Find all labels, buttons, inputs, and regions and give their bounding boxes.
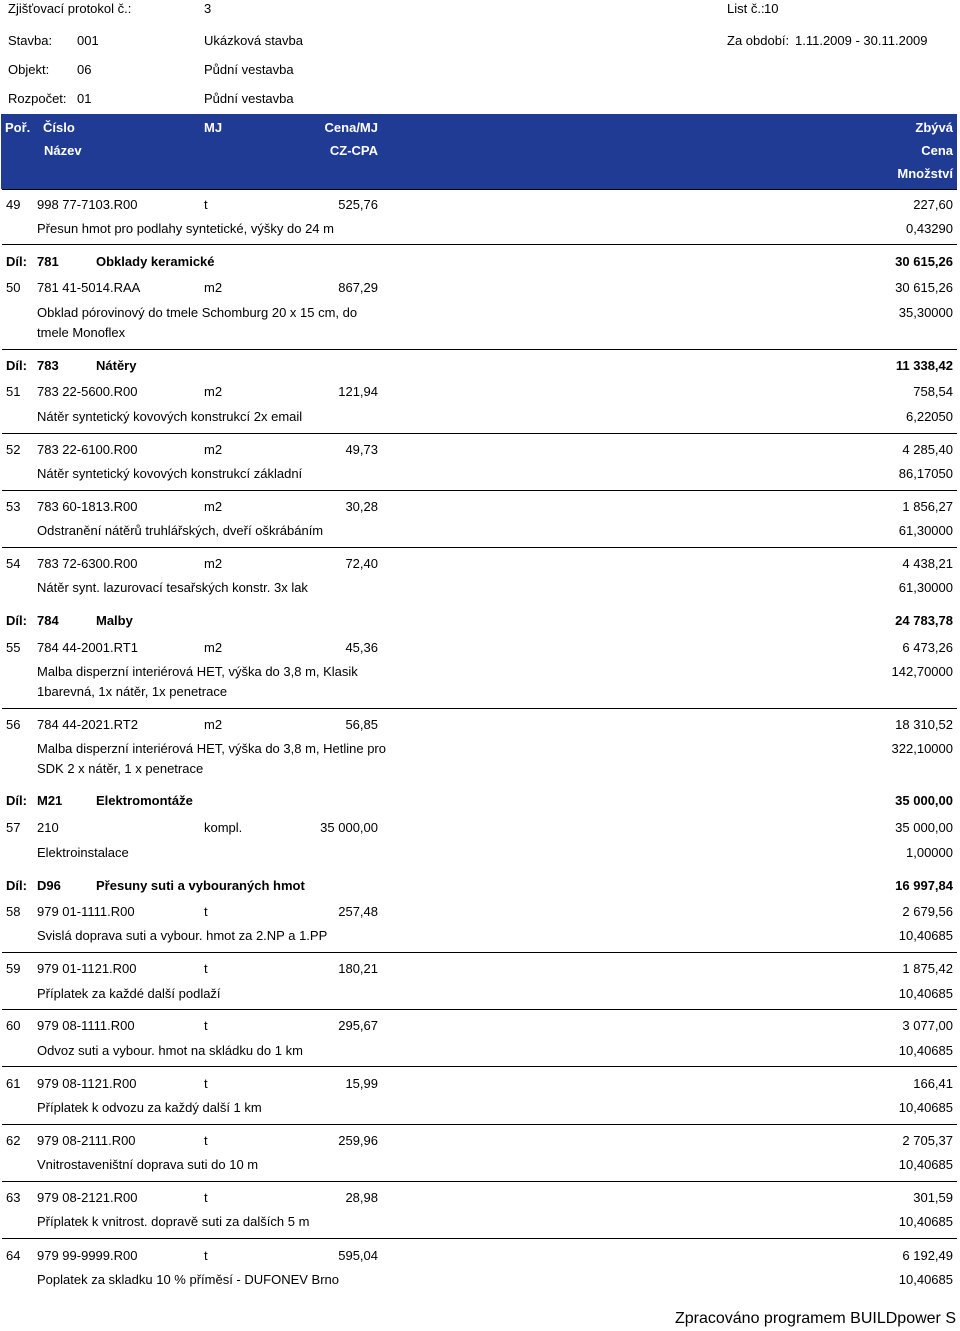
item-mnozstvi: 61,30000 <box>898 523 953 538</box>
item-mnozstvi: 10,40685 <box>898 928 953 943</box>
item-nazev: Příplatek za každé další podlaží <box>37 986 221 1001</box>
item-cena-mj: 257,48 <box>338 904 378 919</box>
sheet-number: 10 <box>764 1 779 16</box>
item-cislo: 979 08-2121.R00 <box>37 1190 138 1205</box>
item-cena: 3 077,00 <box>902 1018 953 1033</box>
item-mj: t <box>204 1190 208 1205</box>
dil-code: 783 <box>37 358 59 373</box>
header-rule <box>2 189 957 190</box>
item-mj: t <box>204 1248 208 1263</box>
item-mj: t <box>204 1133 208 1148</box>
col-mnozstvi: Množství <box>897 166 953 181</box>
item-mj: t <box>204 197 208 212</box>
item-cena: 35 000,00 <box>895 820 953 835</box>
row-rule <box>2 1066 957 1067</box>
item-cena: 18 310,52 <box>895 717 953 732</box>
row-rule <box>2 490 957 491</box>
rozpocet-name: Půdní vestavba <box>204 91 294 106</box>
item-cena: 4 285,40 <box>902 442 953 457</box>
item-mnozstvi: 61,30000 <box>898 580 953 595</box>
objekt-label: Objekt: <box>8 62 50 77</box>
dil-total: 11 338,42 <box>895 358 953 373</box>
dil-label: Díl: <box>6 254 27 269</box>
item-por: 50 <box>6 280 21 295</box>
row-rule <box>2 244 957 245</box>
item-cena-mj: 180,21 <box>338 961 378 976</box>
item-cena: 6 473,26 <box>902 640 953 655</box>
item-cena-mj: 49,73 <box>345 442 378 457</box>
item-nazev: Malba disperzní interiérová HET, výška do 3,8 m, Klasik <box>37 664 358 679</box>
col-czcpa: CZ-CPA <box>329 143 378 158</box>
item-nazev: Nátěr syntetický kovových konstrukcí 2x email <box>37 409 303 424</box>
dil-name: Obklady keramické <box>96 254 215 269</box>
item-cislo: 998 77-7103.R00 <box>37 197 138 212</box>
item-nazev: Nátěr syntetický kovových konstrukcí základní <box>37 466 303 481</box>
item-nazev: Příplatek k vnitrost. dopravě suti za dalších 5 m <box>37 1214 310 1229</box>
item-nazev: Příplatek k odvozu za každý další 1 km <box>37 1100 262 1115</box>
rozpocet-label: Rozpočet: <box>8 91 67 106</box>
item-nazev: Malba disperzní interiérová HET, výška do 3,8 m, Hetline pro <box>37 741 386 756</box>
item-mj: m2 <box>204 442 223 457</box>
item-por: 57 <box>6 820 21 835</box>
item-cislo: 979 01-1121.R00 <box>37 961 137 976</box>
item-cena-mj: 595,04 <box>338 1248 378 1263</box>
item-nazev: Elektroinstalace <box>37 845 129 860</box>
item-cena: 2 705,37 <box>902 1133 953 1148</box>
objekt-name: Půdní vestavba <box>204 62 294 77</box>
item-cena: 1 875,42 <box>902 961 953 976</box>
item-por: 64 <box>6 1248 21 1263</box>
item-cena-mj: 15,99 <box>345 1076 378 1091</box>
dil-code: D96 <box>37 878 61 893</box>
dil-total: 24 783,78 <box>895 613 953 628</box>
row-rule <box>2 952 957 953</box>
item-cislo: 979 08-1121.R00 <box>37 1076 137 1091</box>
item-nazev: Poplatek za skladku 10 % příměsí - DUFONEV Brno <box>37 1272 340 1287</box>
item-por: 53 <box>6 499 21 514</box>
dil-name: Nátěry <box>96 358 137 373</box>
item-cena: 301,59 <box>913 1190 953 1205</box>
item-cislo: 784 44-2021.RT2 <box>37 717 138 732</box>
dil-label: Díl: <box>6 358 27 373</box>
protocol-label: Zjišťovací protokol č.: <box>8 1 132 16</box>
period-label: Za období: <box>727 33 790 48</box>
item-cislo: 783 72-6300.R00 <box>37 556 138 571</box>
item-cena-mj: 259,96 <box>338 1133 378 1148</box>
item-cislo: 783 60-1813.R00 <box>37 499 138 514</box>
item-por: 63 <box>6 1190 21 1205</box>
item-cena-mj: 525,76 <box>338 197 378 212</box>
item-cena-mj: 35 000,00 <box>320 820 378 835</box>
item-mnozstvi: 10,40685 <box>898 1157 953 1172</box>
item-mnozstvi: 10,40685 <box>898 986 953 1001</box>
row-rule <box>2 1238 957 1239</box>
item-mnozstvi: 86,17050 <box>898 466 953 481</box>
item-por: 52 <box>6 442 21 457</box>
item-cislo: 979 01-1111.R00 <box>37 904 135 919</box>
item-nazev: Přesun hmot pro podlahy syntetické, výšky do 24 m <box>37 221 334 236</box>
item-mj: t <box>204 1076 208 1091</box>
item-mnozstvi: 10,40685 <box>898 1214 953 1229</box>
row-rule <box>2 547 957 548</box>
item-mnozstvi: 35,30000 <box>898 305 953 320</box>
item-mj: kompl. <box>204 820 243 835</box>
item-nazev: Nátěr synt. lazurovací tesařských konstr. 3x lak <box>37 580 308 595</box>
dil-code: 781 <box>37 254 59 269</box>
item-cena: 227,60 <box>913 197 953 212</box>
row-rule <box>2 433 957 434</box>
dil-total: 16 997,84 <box>895 878 953 893</box>
item-por: 60 <box>6 1018 21 1033</box>
item-mj: m2 <box>204 556 223 571</box>
item-mj: m2 <box>204 384 223 399</box>
item-por: 51 <box>6 384 21 399</box>
item-mnozstvi: 10,40685 <box>898 1272 953 1287</box>
stavba-name: Ukázková stavba <box>204 33 303 48</box>
item-cena: 4 438,21 <box>902 556 953 571</box>
item-cena-mj: 867,29 <box>338 280 378 295</box>
item-mnozstvi: 10,40685 <box>898 1043 953 1058</box>
item-por: 49 <box>6 197 21 212</box>
item-por: 54 <box>6 556 21 571</box>
dil-label: Díl: <box>6 878 27 893</box>
item-por: 56 <box>6 717 21 732</box>
item-mnozstvi: 6,22050 <box>906 409 953 424</box>
item-por: 61 <box>6 1076 21 1091</box>
row-rule <box>2 1009 957 1010</box>
item-nazev: Svislá doprava suti a vybour. hmot za 2.NP a 1.PP <box>37 928 328 943</box>
item-mj: t <box>204 1018 208 1033</box>
row-rule <box>2 349 957 350</box>
item-nazev: Odvoz suti a vybour. hmot na skládku do 1 km <box>37 1043 303 1058</box>
row-rule <box>2 1124 957 1125</box>
item-cislo: 979 08-1111.R00 <box>37 1018 135 1033</box>
item-nazev: Vnitrostaveništní doprava suti do 10 m <box>37 1157 259 1172</box>
row-rule <box>2 708 957 709</box>
item-mnozstvi: 10,40685 <box>898 1100 953 1115</box>
item-nazev-line2: SDK 2 x nátěr, 1 x penetrace <box>37 761 204 776</box>
col-zbyva: Zbývá <box>915 120 953 135</box>
item-nazev-line2: tmele Monoflex <box>37 325 126 340</box>
item-cislo: 783 22-6100.R00 <box>37 442 138 457</box>
dil-name: Malby <box>96 613 133 628</box>
item-mj: m2 <box>204 640 223 655</box>
item-cena: 166,41 <box>913 1076 953 1091</box>
item-cena: 1 856,27 <box>902 499 953 514</box>
item-mj: m2 <box>204 280 223 295</box>
col-cislo: Číslo <box>43 120 75 135</box>
col-nazev: Název <box>44 143 82 158</box>
item-mnozstvi: 142,70000 <box>891 664 953 679</box>
item-por: 55 <box>6 640 21 655</box>
row-rule <box>2 1181 957 1182</box>
col-cena-mj: Cena/MJ <box>324 120 378 135</box>
dil-code: 784 <box>37 613 59 628</box>
sheet-label: List č.: <box>727 1 765 16</box>
item-cena-mj: 56,85 <box>345 717 378 732</box>
item-mnozstvi: 0,43290 <box>906 221 953 236</box>
stavba-code: 001 <box>77 33 99 48</box>
stavba-label: Stavba: <box>8 33 53 48</box>
item-mnozstvi: 1,00000 <box>906 845 953 860</box>
item-cena-mj: 45,36 <box>345 640 378 655</box>
item-cislo: 979 08-2111.R00 <box>37 1133 136 1148</box>
item-cislo: 210 <box>37 820 59 835</box>
dil-total: 35 000,00 <box>895 793 953 808</box>
item-cislo: 781 41-5014.RAA <box>37 280 141 295</box>
item-mj: m2 <box>204 499 223 514</box>
item-por: 59 <box>6 961 21 976</box>
item-cena-mj: 121,94 <box>338 384 378 399</box>
item-nazev: Odstranění nátěrů truhlářských, dveří oškrábáním <box>37 523 324 538</box>
item-cislo: 979 99-9999.R00 <box>37 1248 138 1263</box>
period-value: 1.11.2009 - 30.11.2009 <box>795 33 928 48</box>
col-por: Poř. <box>5 120 31 135</box>
dil-label: Díl: <box>6 793 27 808</box>
protocol-number: 3 <box>204 1 212 16</box>
dil-name: Přesuny suti a vybouraných hmot <box>96 878 305 893</box>
dil-name: Elektromontáže <box>96 793 193 808</box>
item-cena-mj: 30,28 <box>345 499 378 514</box>
dil-total: 30 615,26 <box>895 254 953 269</box>
item-mj: t <box>204 961 208 976</box>
dil-code: M21 <box>37 793 63 808</box>
item-cislo: 783 22-5600.R00 <box>37 384 138 399</box>
item-por: 58 <box>6 904 21 919</box>
item-mj: m2 <box>204 717 223 732</box>
item-cena: 6 192,49 <box>902 1248 953 1263</box>
item-cislo: 784 44-2001.RT1 <box>37 640 138 655</box>
item-cena-mj: 28,98 <box>345 1190 378 1205</box>
item-cena-mj: 295,67 <box>338 1018 378 1033</box>
item-nazev-line2: 1barevná, 1x nátěr, 1x penetrace <box>37 684 228 699</box>
item-cena: 2 679,56 <box>902 904 953 919</box>
rozpocet-code: 01 <box>77 91 92 106</box>
objekt-code: 06 <box>77 62 92 77</box>
item-por: 62 <box>6 1133 21 1148</box>
col-mj: MJ <box>204 120 223 135</box>
item-mnozstvi: 322,10000 <box>891 741 953 756</box>
item-nazev: Obklad pórovinový do tmele Schomburg 20 x 15 cm, do <box>37 305 358 320</box>
footer-software-credit: Zpracováno programem BUILDpower S <box>674 1310 956 1327</box>
col-cena: Cena <box>921 143 953 158</box>
item-cena: 758,54 <box>913 384 953 399</box>
item-mj: t <box>204 904 208 919</box>
column-header-band <box>1 114 957 189</box>
item-cena-mj: 72,40 <box>345 556 378 571</box>
item-cena: 30 615,26 <box>895 280 953 295</box>
dil-label: Díl: <box>6 613 27 628</box>
